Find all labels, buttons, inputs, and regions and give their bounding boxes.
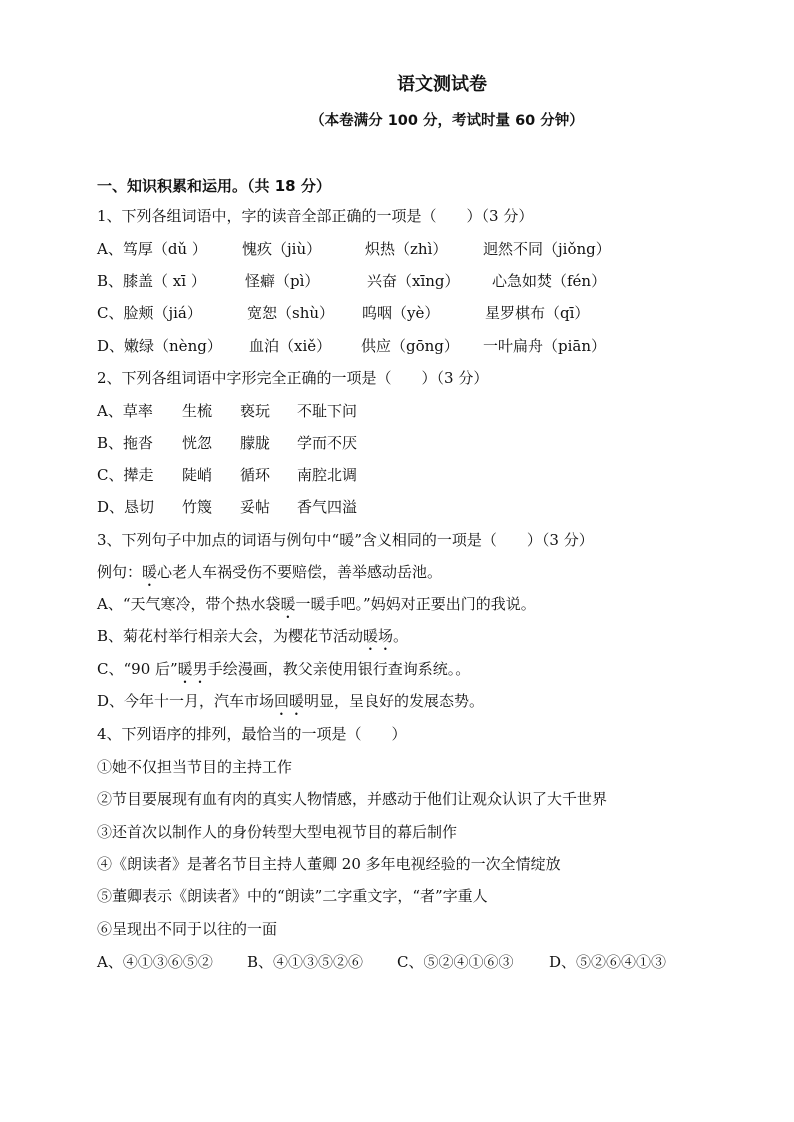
- page-title: 语文测试卷: [397, 74, 487, 95]
- option-cell: 宽恕（shù）: [247, 304, 335, 322]
- question-4-item-3: ③还首次以制作人的身份转型大型电视节目的幕后制作: [97, 823, 458, 841]
- emphasized-word: 回暖: [274, 692, 305, 710]
- question-3-stem: 3、下列句子中加点的词语与例句中“暖”含义相同的一项是（ ）（3 分）: [97, 531, 594, 549]
- question-3-option-c: [97, 659, 470, 687]
- option-text: 一暖手吧。”妈妈对正要出门的我说。: [295, 595, 536, 613]
- option-text: D、今年十一月，汽车市场: [97, 692, 275, 710]
- option-text: B、菊花村举行相亲大会，为樱花节活动: [97, 627, 364, 645]
- option-cell: B、拖沓: [97, 434, 154, 452]
- question-4-item-5: ⑤董卿表示《朗读者》中的“朗读”二字重文字，“者”字重人: [97, 887, 488, 905]
- option-cell: 亵玩: [240, 402, 271, 420]
- option-cell: 迥然不同（jiǒng）: [483, 240, 611, 258]
- section-heading: 一、知识积累和运用。（共 18 分）: [97, 177, 331, 195]
- option-text: C、“90 后”: [97, 660, 178, 678]
- question-4-item-6: ⑥呈现出不同于以往的一面: [97, 920, 278, 938]
- option-cell: 南腔北调: [297, 466, 358, 484]
- exam-subtitle: （本卷满分 100 分，考试时量 60 分钟）: [310, 113, 584, 129]
- option-cell: 朦胧: [240, 434, 271, 452]
- option-text: A、“天气寒冷，带个热水袋: [97, 595, 281, 613]
- example-prefix: 例句：: [97, 563, 143, 581]
- option-cell: A、④①③⑥⑤②: [97, 953, 213, 971]
- question-4-item-1: ①她不仅担当节目的主持工作: [97, 758, 293, 776]
- option-cell: C、⑤②④①⑥③: [397, 953, 514, 971]
- option-cell: 星罗棋布（qī）: [485, 304, 590, 322]
- option-cell: C、撵走: [97, 466, 154, 484]
- option-cell: 循环: [240, 466, 271, 484]
- option-cell: 香气四溢: [297, 498, 358, 516]
- question-4-stem: 4、下列语序的排列，最恰当的一项是（ ）: [97, 725, 407, 743]
- example-rest: 心老人车祸受伤不要赔偿，善举感动岳池。: [157, 563, 443, 581]
- question-3-option-d: [97, 691, 484, 719]
- option-cell: 供应（gōng）: [361, 337, 459, 355]
- option-cell: D、恳切: [97, 498, 155, 516]
- option-cell: B、④①③⑤②⑥: [247, 953, 364, 971]
- question-4-item-2: ②节目要展现有血有肉的真实人物情感，并感动于他们让观众认识了大千世界: [97, 790, 608, 808]
- option-cell: A、笃厚（dǔ ）: [97, 240, 207, 258]
- question-3-option-b: [97, 626, 408, 654]
- emphasized-word: 暖男: [177, 660, 208, 678]
- option-cell: 血泊（xiě）: [249, 337, 332, 355]
- option-text: 手绘漫画，教父亲使用银行查询系统。。: [207, 660, 471, 678]
- option-cell: 恍忽: [182, 434, 213, 452]
- option-cell: 不耻下问: [297, 402, 358, 420]
- option-cell: 竹篾: [182, 498, 213, 516]
- question-4-item-4: ④《朗读者》是著名节目主持人董卿 20 多年电视经验的一次全情绽放: [97, 855, 561, 873]
- option-cell: 妥帖: [240, 498, 271, 516]
- option-cell: 学而不厌: [297, 434, 358, 452]
- option-cell: D、⑤②⑥④①③: [549, 953, 667, 971]
- option-cell: A、草率: [97, 402, 153, 420]
- question-1-stem: 1、下列各组词语中，字的读音全部正确的一项是（ ）（3 分）: [97, 207, 534, 225]
- option-cell: 一叶扁舟（piān）: [483, 337, 607, 355]
- option-cell: 陡峭: [182, 466, 213, 484]
- option-cell: B、膝盖（ xī ）: [97, 272, 206, 290]
- option-text: 明显，呈良好的发展态势。: [304, 692, 485, 710]
- option-cell: 呜咽（yè）: [362, 304, 440, 322]
- emphasized-word: 暖: [142, 563, 158, 581]
- emphasized-word: 暖场: [363, 627, 394, 645]
- emphasized-word: 暖: [280, 595, 296, 613]
- option-cell: 兴奋（xīng）: [367, 272, 460, 290]
- question-2-stem: 2、下列各组词语中字形完全正确的一项是（ ）（3 分）: [97, 369, 489, 387]
- option-cell: 怪癖（pì）: [245, 272, 320, 290]
- option-cell: 愧疚（jiù）: [242, 240, 322, 258]
- question-3-example: [97, 562, 442, 590]
- option-cell: 炽热（zhì）: [365, 240, 448, 258]
- option-cell: 生梳: [182, 402, 213, 420]
- option-cell: 心急如焚（fén）: [492, 272, 607, 290]
- option-cell: D、嫩绿（nèng）: [97, 337, 222, 355]
- question-3-option-a: [97, 594, 536, 622]
- option-cell: C、脸颊（jiá）: [97, 304, 202, 322]
- option-text: 。: [393, 627, 409, 645]
